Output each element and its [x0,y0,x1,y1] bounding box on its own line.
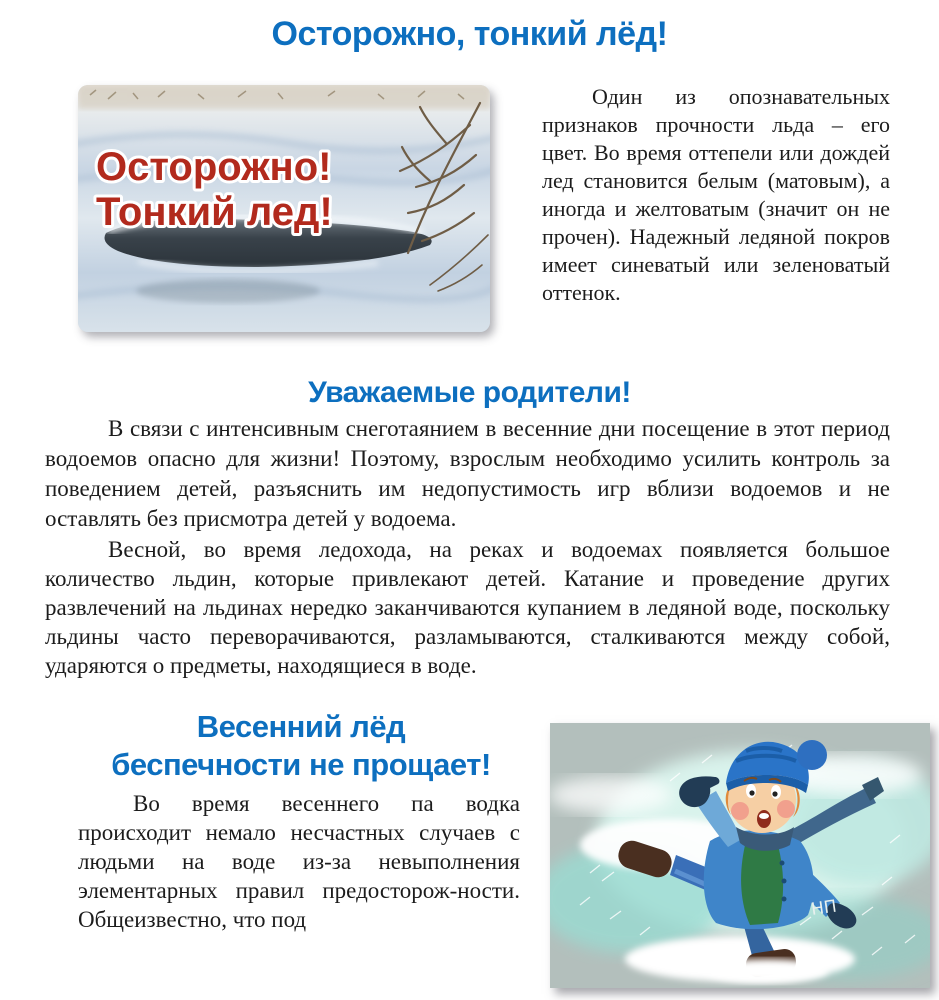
parents-paragraph-2: Весной, во время ледохода, на реках и водоемах появляется большое количество льдин, которые привлекают детей. Катание и проведение других развлечений на льдинах нередко заканчиваются купанием в ледяной воде, поскольку льдины часто переворачиваются, разламываются, сталкиваются между собой, ударяются о предметы, находящиеся в воде. [45,537,890,678]
parents-paragraph-1: В связи с интенсивным снеготаянием в весенние дни посещение в этот период водоемов опасно для жизни! Поэтому, взрослым необходимо усилить контроль за поведением детей, разъяснить им недопустимость игр вблизи водоемов и не оставлять без присмотра детей у водоема. [45,416,890,531]
parents-heading: Уважаемые родители! [308,376,631,409]
photo-caption-line1: Осторожно! [96,145,332,189]
boy-hat-pompom [797,740,827,770]
slipping-child-drawing [550,723,930,988]
page-title: Осторожно, тонкий лёд! [271,15,668,53]
photo-caption-line2: Тонкий лед! [96,190,333,234]
artist-signature: НП [809,896,839,920]
spring-heading [45,708,557,784]
shoreline-strip [78,85,490,109]
spring-heading-line2: беспечности не прощает! [111,747,491,782]
spring-paragraph: Во время весеннего па водка происходит немало несчастных случаев с людьми на воде из-за невыполнения элементарных правил предосторож-ности. Общеизвестно, что под [78,791,520,932]
boy-cheek-right [777,800,795,818]
thin-ice-photo-illustration [78,85,490,332]
thin-ice-photo [78,85,490,332]
boy-green-vest [741,839,783,925]
ice-color-paragraph: Один из опознавательных признаков прочности льда – его цвет. Во время оттепели или дождей лед становится белым (матовым), а иногда и желтоватым (значит он не прочен). Надежный ледяной покров имеет синеватый или зеленоватый оттенок. [542,84,890,305]
snow-spray [708,959,828,983]
thin-ice-shadow [136,279,320,303]
spring-heading-line1: Весенний лёд [196,709,406,744]
boy-cheek-left [731,802,749,820]
slipping-child-illustration [550,723,930,988]
